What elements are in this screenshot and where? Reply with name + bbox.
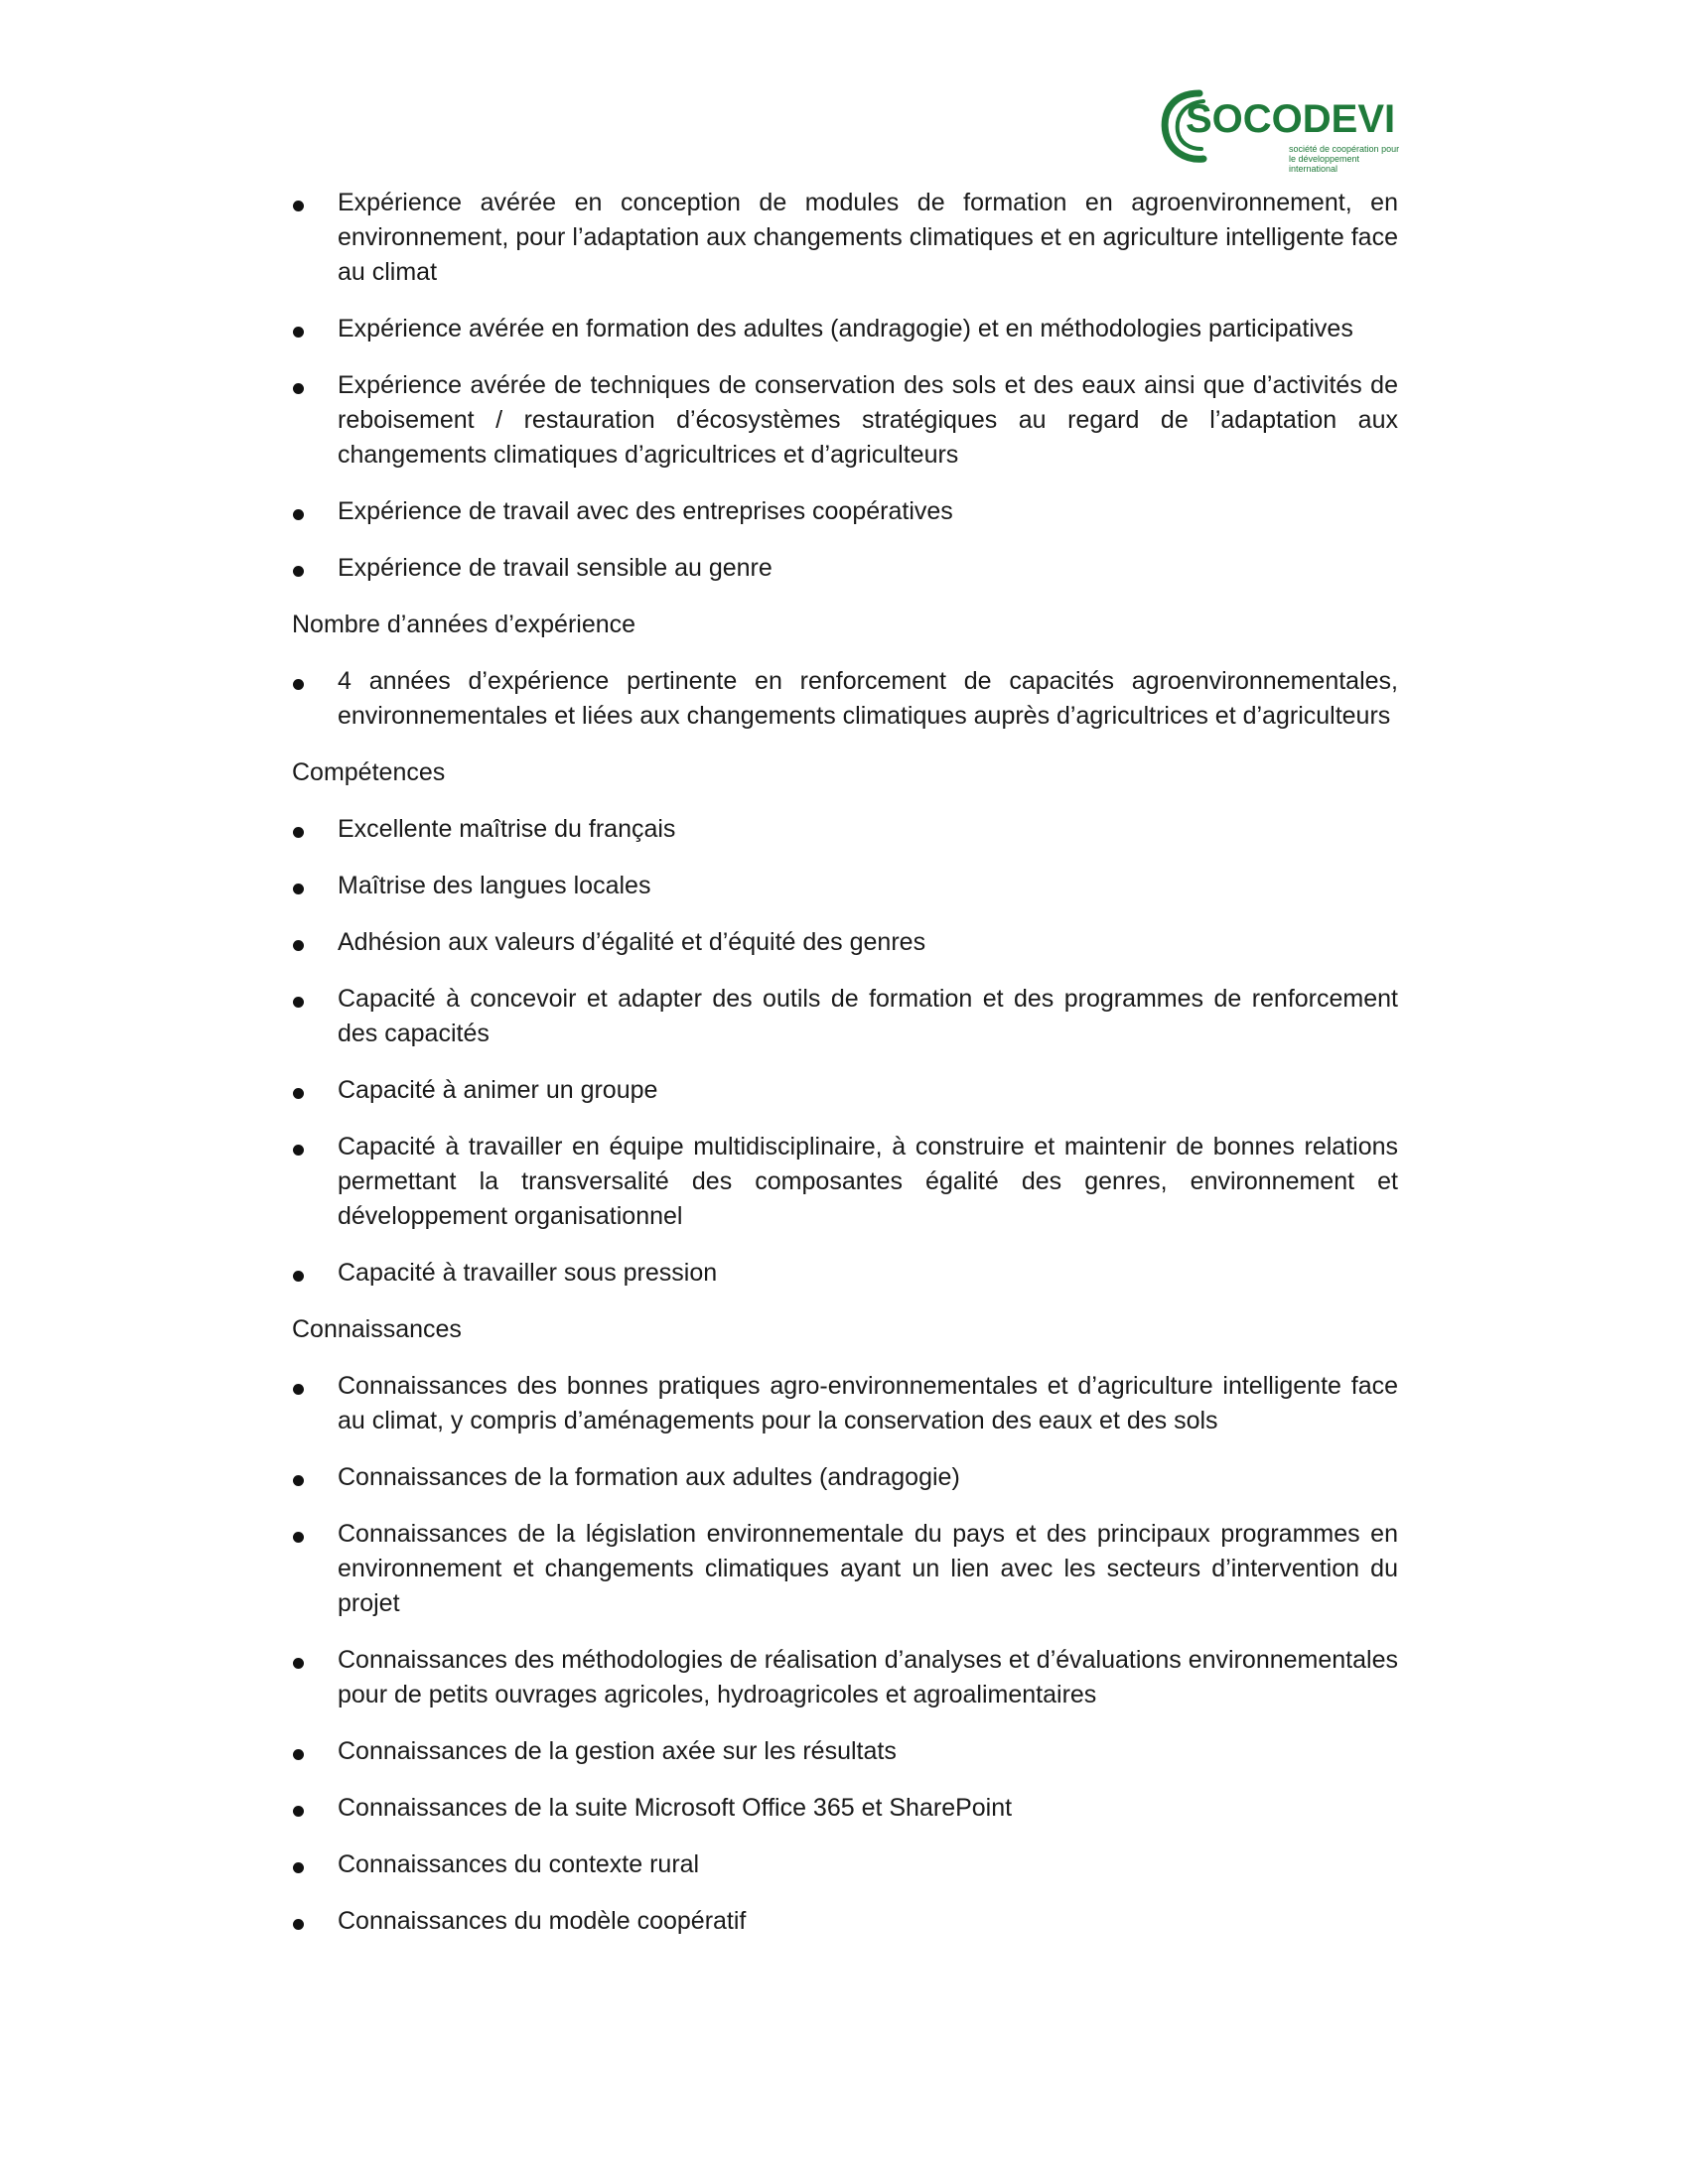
list-item-text: Expérience de travail sensible au genre [338, 554, 773, 582]
list-item-text: Connaissances de la gestion axée sur les résultats [338, 1737, 897, 1765]
list-item-text: Capacité à animer un groupe [338, 1076, 658, 1104]
logo-tagline: société de coopération pour le développement international [1289, 144, 1400, 174]
bullet-list [292, 664, 1398, 734]
list-item [292, 1734, 1398, 1769]
bullet-list [292, 1369, 1398, 1939]
list-item [292, 1847, 1398, 1882]
list-item-text: Connaissances des méthodologies de réalisation d’analyses et d’évaluations environnementales pour de petits ouvrages agricoles, hydroagricoles et agroalimentaires [338, 1646, 1398, 1708]
bullet-icon [293, 1532, 304, 1543]
bullet-icon [293, 827, 304, 838]
bullet-icon [293, 1658, 304, 1669]
bullet-icon [293, 679, 304, 690]
bullet-icon [293, 940, 304, 951]
bullet-icon [293, 1919, 304, 1930]
list-item [292, 1517, 1398, 1621]
bullet-icon [293, 1806, 304, 1817]
list-item-text: Connaissances de la formation aux adultes (andragogie) [338, 1463, 960, 1491]
list-item-text: Expérience avérée en formation des adultes (andragogie) et en méthodologies participatives [338, 315, 1353, 342]
bullet-icon [293, 509, 304, 520]
list-item [292, 368, 1398, 473]
bullet-icon [293, 1271, 304, 1282]
section-heading: Connaissances [292, 1315, 462, 1343]
list-item [292, 982, 1398, 1051]
list-item [292, 186, 1398, 290]
list-item-text: Expérience avérée en conception de modules de formation en agroenvironnement, en environnement, pour l’adaptation aux changements climatiques et en agriculture intelligente face au climat [338, 189, 1398, 286]
section-heading: Nombre d’années d’expérience [292, 611, 636, 638]
list-item [292, 1643, 1398, 1712]
list-item [292, 925, 1398, 960]
list-item [292, 494, 1398, 529]
list-item-text: Adhésion aux valeurs d’égalité et d’équité des genres [338, 928, 926, 956]
bullet-icon [293, 1749, 304, 1760]
list-item-text: Expérience de travail avec des entreprises coopératives [338, 497, 953, 525]
list-item-text: Connaissances de la législation environnementale du pays et des principaux programmes en environnement et changements climatiques ayant un lien avec les secteurs d’intervention du projet [338, 1520, 1398, 1617]
list-item [292, 1904, 1398, 1939]
list-item [292, 869, 1398, 903]
document-body [292, 186, 1398, 1961]
bullet-icon [293, 884, 304, 894]
logo-wordmark: SOCODEVI [1186, 97, 1396, 141]
bullet-icon [293, 327, 304, 338]
bullet-list [292, 812, 1398, 1291]
bullet-icon [293, 201, 304, 211]
list-item [292, 1460, 1398, 1495]
list-item [292, 551, 1398, 586]
bullet-icon [293, 997, 304, 1008]
bullet-list [292, 186, 1398, 586]
bullet-icon [293, 1862, 304, 1873]
list-item [292, 312, 1398, 346]
bullet-icon [293, 1088, 304, 1099]
list-item [292, 1369, 1398, 1438]
bullet-icon [293, 383, 304, 394]
list-item [292, 1130, 1398, 1234]
list-item [292, 1073, 1398, 1108]
bullet-icon [293, 1475, 304, 1486]
bullet-icon [293, 1145, 304, 1156]
list-item-text: Connaissances du modèle coopératif [338, 1907, 747, 1935]
list-item [292, 812, 1398, 847]
list-item-text: Capacité à concevoir et adapter des outils de formation et des programmes de renforcement des capacités [338, 985, 1398, 1047]
list-item-text: Capacité à travailler en équipe multidisciplinaire, à construire et maintenir de bonnes relations permettant la transversalité des composantes égalité des genres, environnement et développement organisationnel [338, 1133, 1398, 1230]
list-item-text: Capacité à travailler sous pression [338, 1259, 718, 1287]
socodevi-logo [1160, 87, 1400, 174]
list-item-text: Expérience avérée de techniques de conservation des sols et des eaux ainsi que d’activités de reboisement / restauration d’écosystèmes stratégiques au regard de l’adaptation aux changements climatiques d’agricultrices et d’agriculteurs [338, 371, 1398, 469]
list-item-text: Connaissances du contexte rural [338, 1850, 700, 1878]
section-heading: Compétences [292, 758, 446, 786]
list-item [292, 664, 1398, 734]
list-item-text: Connaissances de la suite Microsoft Office 365 et SharePoint [338, 1794, 1013, 1822]
list-item-text: Maîtrise des langues locales [338, 872, 651, 899]
list-item-text: Connaissances des bonnes pratiques agro-environnementales et d’agriculture intelligente face au climat, y compris d’aménagements pour la conservation des eaux et des sols [338, 1372, 1398, 1434]
list-item [292, 1791, 1398, 1826]
list-item-text: 4 années d’expérience pertinente en renforcement de capacités agroenvironnementales, environnementales et liées aux changements climatiques auprès d’agricultrices et d’agriculteurs [338, 667, 1398, 730]
bullet-icon [293, 566, 304, 577]
bullet-icon [293, 1384, 304, 1395]
list-item [292, 1256, 1398, 1291]
list-item-text: Excellente maîtrise du français [338, 815, 676, 843]
